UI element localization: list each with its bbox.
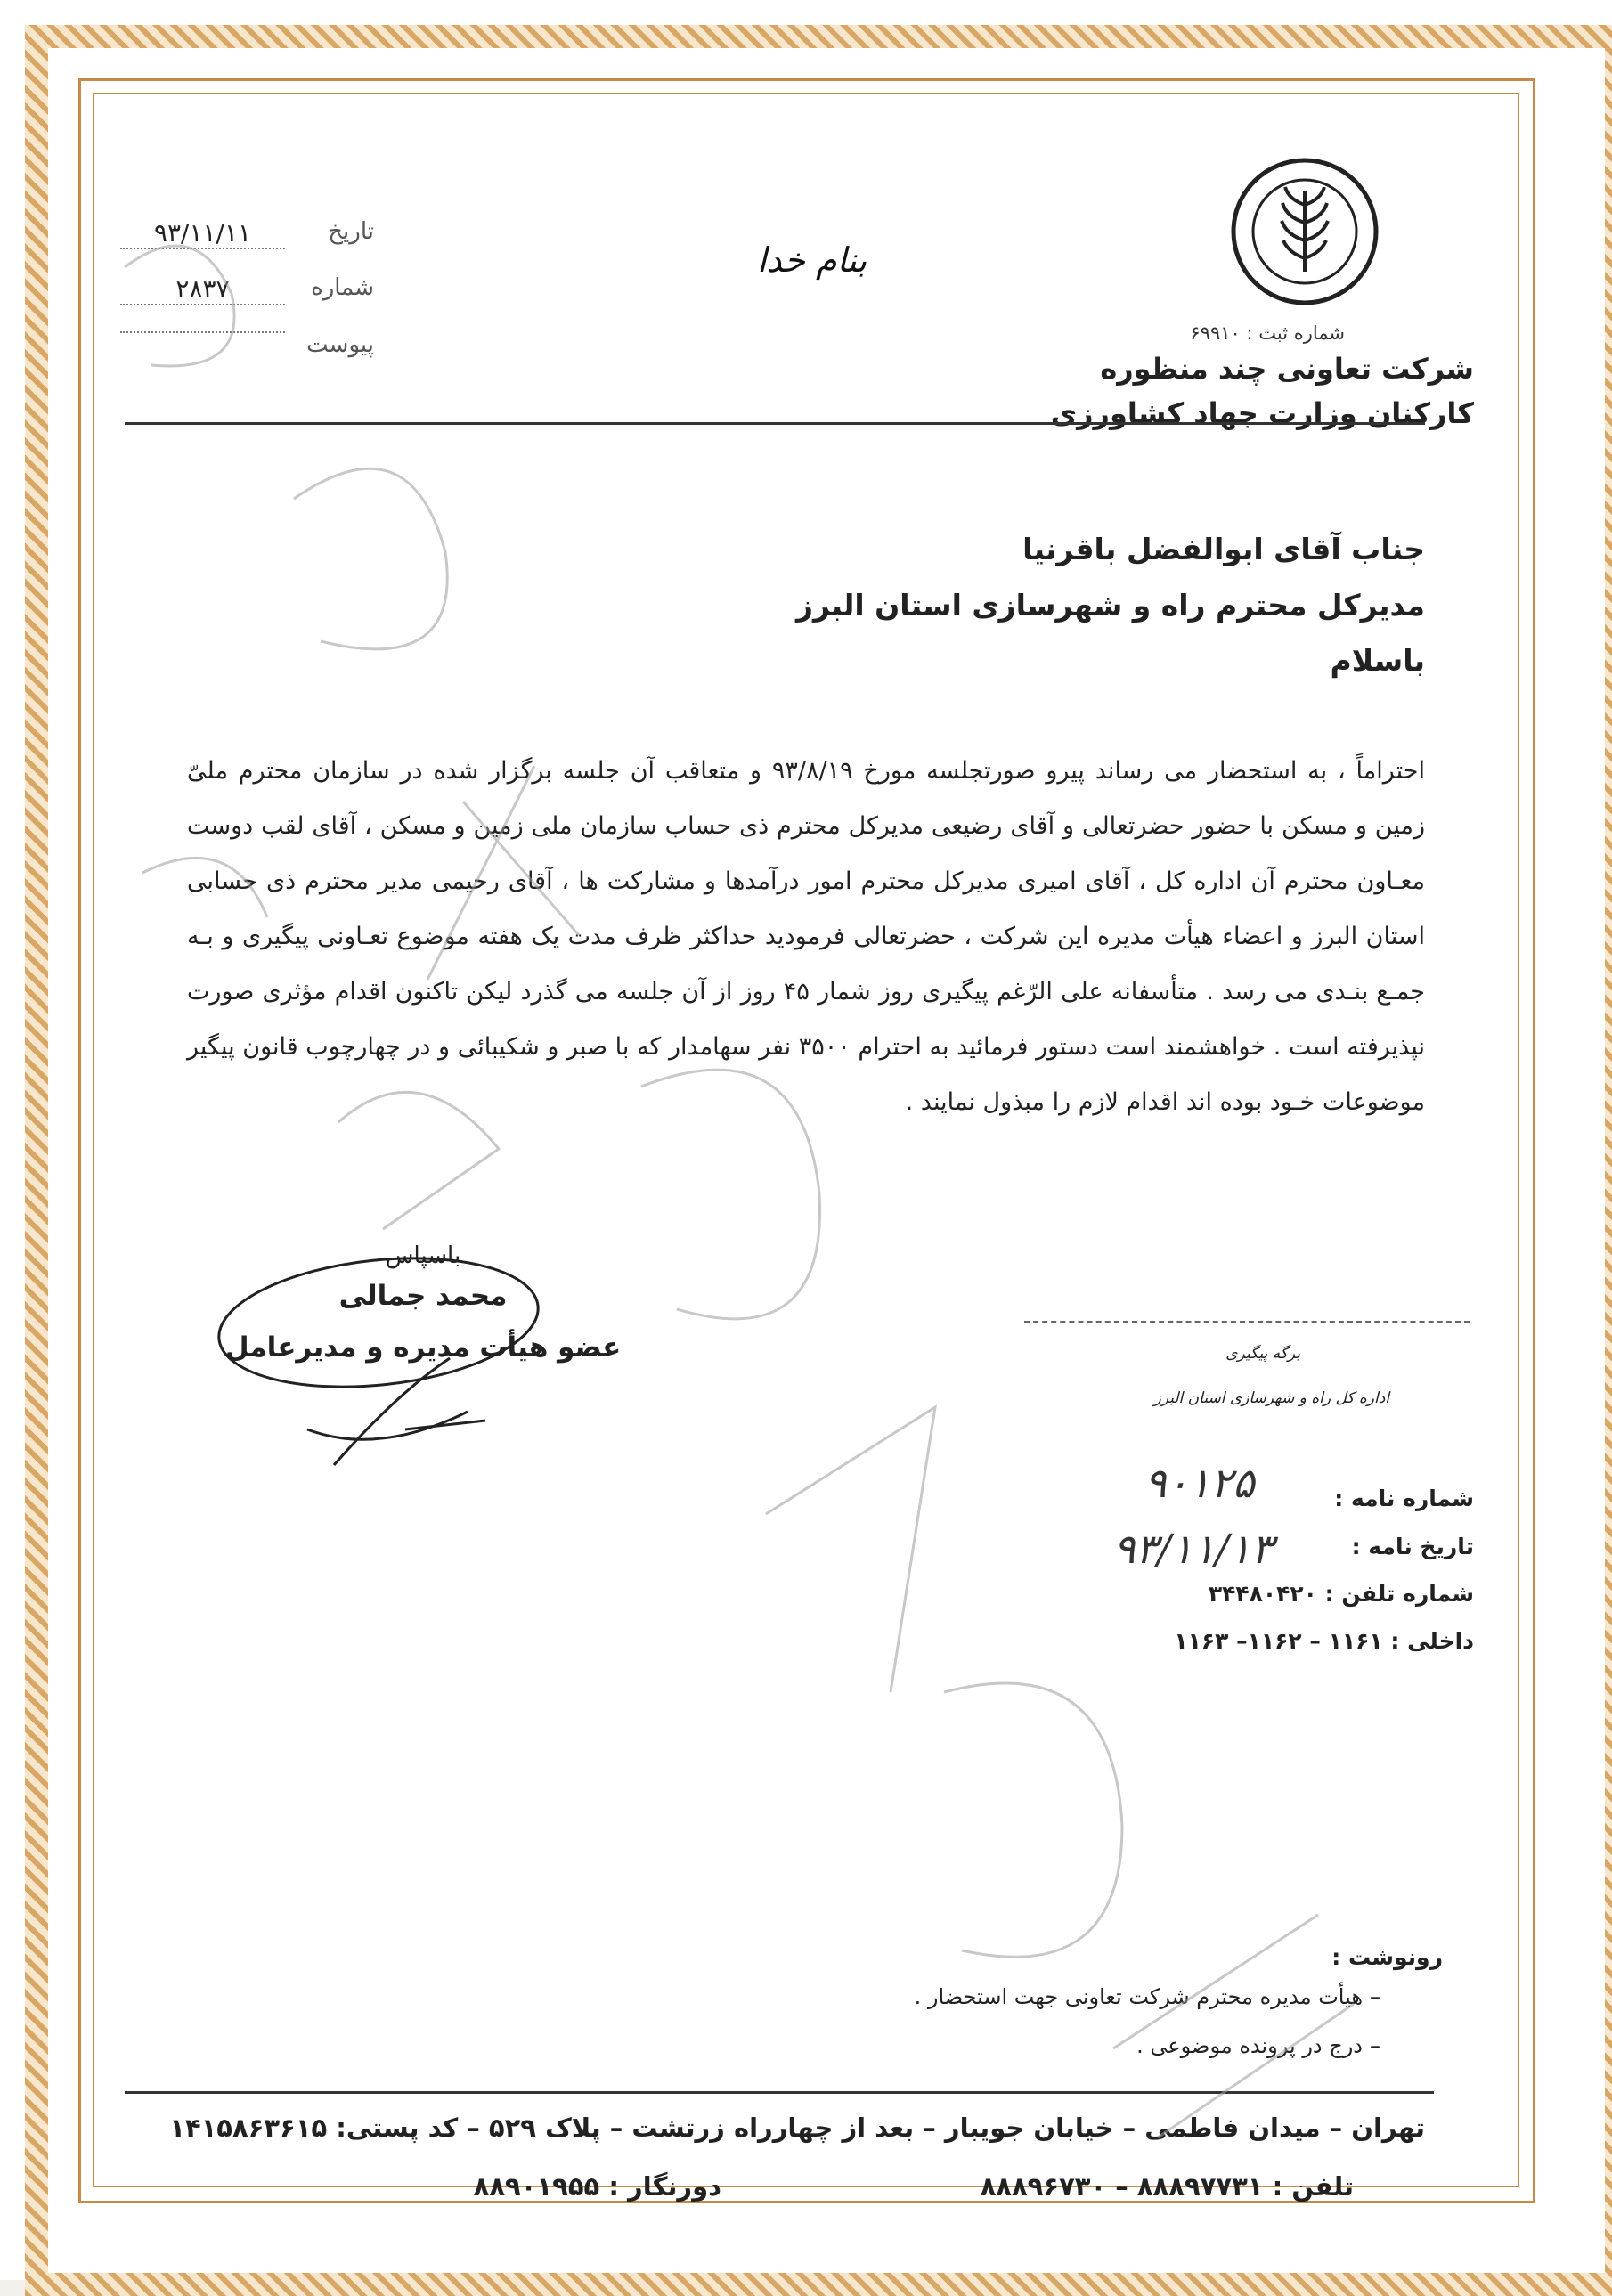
date-field	[107, 218, 374, 254]
number-field	[107, 274, 374, 310]
cc-title: رونوشت :	[1331, 1944, 1443, 1970]
cc-item: درج در پرونده موضوعی .	[1136, 2033, 1363, 2058]
body-paragraph: احتراماً ، به استحضار می رساند پیرو صورتجلسه مورخ ۹۳/۸/۱۹ و متعاقب آن جلسه برگزار شده در سازمان محترم ملیّ زمین و مسکن با حضور حضرتعالی و آقای رضیعی مدیرکل محترم ذی حساب سازمان ملی زمین و مسکن ، آقای لقب دوست معـاون محترم آن اداره کل ، آقای امیری مدیرکل محترم امور درآمدها و مشارکت ها ، آقای رحیمی مدیر محترم ذی حسابی استان البرز و اعضاء هیأت مدیره این شرکت ، حضرتعالی فرمودید حداکثر ظرف مدت یک هفته موضوع تعـاونی پیگیری و بـه جمـع بنـدی می رسد . متأسفانه علی الرّغم پیگیری روز شمار ۴۵ روز از آن جلسه می گذرد لیکن تاکنون اقدام مؤثری صورت نپذیرفته است . خواهشمند است دستور فرمائید به احترام ۳۵۰۰ نفر سهامدار که با صبر و شکیبائی و در چهارچوب قانون پیگیر موضوعات خـود بوده اند اقدام لازم را مبذول نمایند .	[187, 757, 1425, 1116]
cc-bullet: –	[1370, 1984, 1380, 2009]
letter-date-label: تاریخ نامه :	[1351, 1534, 1474, 1559]
number-label: شماره	[311, 274, 374, 301]
bismillah-heading: بنام خدا	[757, 240, 867, 280]
date-value: ۹۳/۱۱/۱۱	[120, 218, 285, 249]
company-subtitle: کارکنان وزارت جهاد کشاورزی	[1050, 396, 1474, 430]
footer-fax: دورنگار : ۸۸۹۰۱۹۵۵	[473, 2171, 721, 2202]
handwritten-signature-icon	[200, 1251, 557, 1492]
date-label: تاریخ	[328, 218, 374, 245]
recipient-position: مدیرکل محترم راه و شهرسازی استان البرز	[795, 588, 1425, 623]
footer-address: تهران – میدان فاطمی – خیابان جویبار – بعد از چهارراه زرتشت – پلاک ۵۲۹ – کد پستی: ۱۴۱۵۸۶۳۶۱۵	[169, 2113, 1425, 2143]
attachment-label: پیوست	[306, 331, 374, 358]
header-divider	[125, 422, 1425, 425]
letter-body	[187, 744, 1425, 1130]
recipient-name: جناب آقای ابوالفضل باقرنیا	[1022, 532, 1425, 566]
cc-item: هیأت مدیره محترم شرکت تعاونی جهت استحضار .	[914, 1984, 1363, 2009]
letter-number-label: شماره نامه :	[1334, 1486, 1474, 1511]
handwritten-letter-number: ۹۰۱۲۵	[1144, 1459, 1255, 1507]
signatory-title: عضو هیأت مدیره و مدیرعامل	[224, 1331, 622, 1364]
registration-number: شماره ثبت : ۶۹۹۱۰	[1190, 322, 1345, 344]
footer-phone: تلفن : ۸۸۸۹۷۷۳۱ – ۸۸۸۹۶۷۳۰	[980, 2171, 1354, 2202]
company-name: شرکت تعاونی چند منظوره	[1100, 352, 1474, 386]
wheat-logo-icon	[1229, 156, 1380, 307]
signature-greeting: باسپاس	[385, 1242, 461, 1269]
attachment-field	[107, 331, 374, 367]
stamp-office: اداره کل راه و شهرسازی استان البرز	[1153, 1389, 1389, 1407]
extension-label: داخلی : ۱۱۶۱ – ۱۱۶۲– ۱۱۶۳	[1174, 1628, 1474, 1654]
number-value: ۲۸۳۷	[120, 274, 285, 305]
receipt-stamp	[1024, 1305, 1487, 1438]
footer-divider	[125, 2091, 1434, 2094]
stamp-top-line	[1024, 1321, 1470, 1323]
signatory-name: محمد جمالی	[338, 1280, 508, 1312]
phone-label: شماره تلفن : ۳۴۴۸۰۴۲۰	[1208, 1581, 1474, 1607]
stamp-title: برگه پیگیری	[1225, 1345, 1300, 1363]
salutation: باسلام	[1330, 643, 1425, 678]
handwritten-letter-date: ۹۳/۱۱/۱۳	[1113, 1525, 1274, 1573]
attachment-value	[120, 331, 285, 333]
cc-bullet: –	[1370, 2033, 1380, 2058]
